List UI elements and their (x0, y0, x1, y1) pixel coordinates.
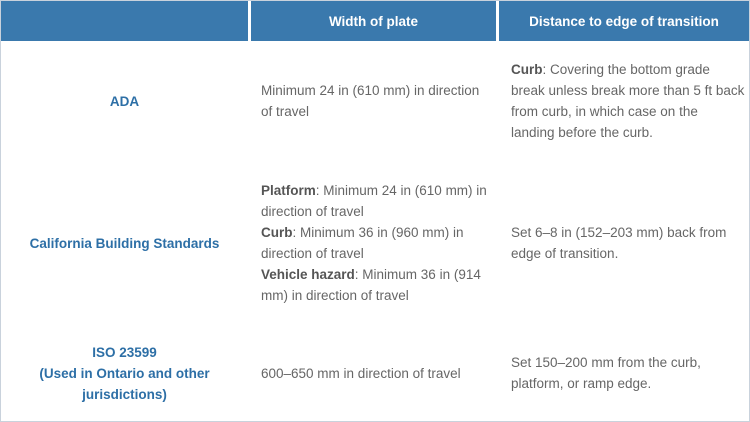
distance-item-text: Set 150–200 mm from the curb, platform, or ramp edge. (511, 355, 701, 391)
width-item-label: Vehicle hazard (261, 267, 355, 282)
organization-line: ADA (109, 93, 140, 109)
width-item-text: 600–650 mm in direction of travel (261, 365, 461, 381)
width-item-text: : Minimum 36 in (914 mm) in direction of travel (261, 267, 481, 303)
organization-cell (1, 325, 248, 421)
organization-line: California Building Standards (29, 235, 220, 251)
organization-line: jurisdictions) (82, 386, 167, 402)
table-header (1, 1, 749, 41)
width-item (261, 80, 493, 122)
table-row (1, 325, 749, 421)
organization-name (39, 342, 209, 405)
width-text (261, 180, 493, 306)
width-text (261, 80, 493, 122)
organization-cell (1, 41, 248, 161)
distance-cell (511, 325, 745, 421)
distance-item-text: Set 6–8 in (152–203 mm) back from edge of transition. (511, 225, 727, 261)
distance-text (511, 222, 745, 264)
width-item-label: Platform (261, 183, 316, 198)
header-cell-organization (1, 1, 248, 41)
distance-item-label: Curb (511, 62, 543, 77)
organization-line: ISO 23599 (92, 344, 157, 360)
width-item (261, 264, 493, 306)
distance-text (511, 59, 745, 143)
header-cell-width-of-plate: Width of plate (251, 1, 496, 41)
width-cell (261, 41, 493, 161)
table-row (1, 161, 749, 325)
distance-cell (511, 41, 745, 161)
distance-cell (511, 161, 745, 325)
organization-name (110, 91, 139, 112)
width-text (261, 363, 461, 384)
width-cell (261, 161, 493, 325)
width-item-text: : Minimum 36 in (960 mm) in direction of travel (261, 225, 464, 261)
width-item-label: Curb (261, 225, 293, 240)
organization-cell (1, 161, 248, 325)
table-row (1, 41, 749, 161)
header-cell-distance-to-edge: Distance to edge of transition (499, 1, 749, 41)
distance-item-text: : Covering the bottom grade break unless break more than 5 ft back from curb, in which case on the landing before the curb. (511, 62, 745, 140)
width-cell (261, 325, 493, 421)
width-item-text: : Minimum 24 in (610 mm) in direction of travel (261, 183, 487, 219)
width-item (261, 180, 493, 222)
organization-name (30, 233, 220, 254)
width-item-text: Minimum 24 in (610 mm) in direction of travel (261, 83, 480, 119)
organization-line: (Used in Ontario and other (39, 365, 210, 381)
distance-text (511, 352, 745, 394)
width-item (261, 222, 493, 264)
